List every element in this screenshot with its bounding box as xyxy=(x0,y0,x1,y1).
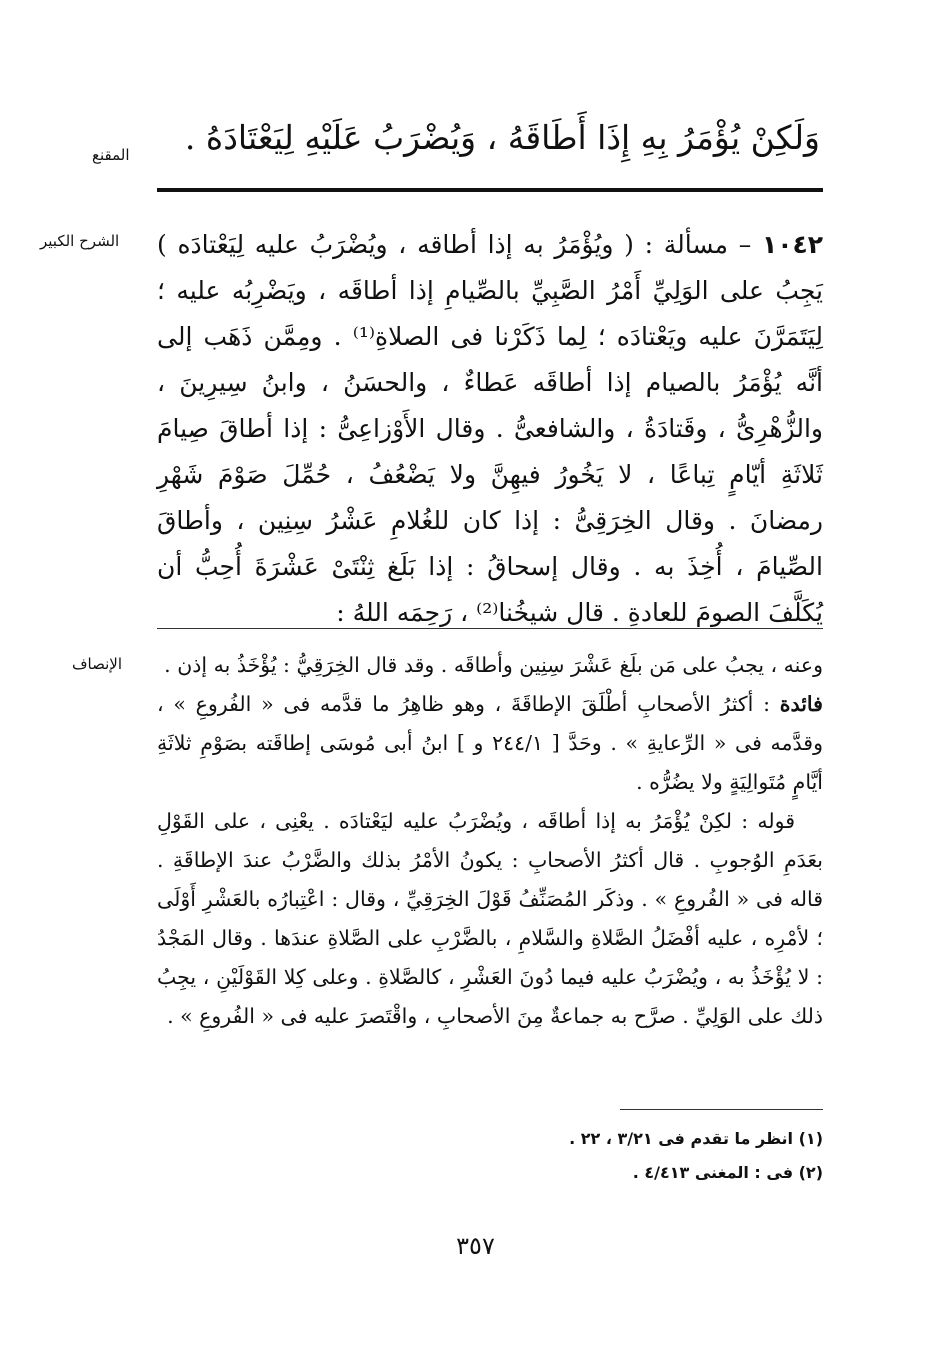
sharh-text xyxy=(157,222,823,636)
matn-text: وَلَكِنْ يُؤْمَرُ بِهِ إِذَا أَطَاقَهُ ، وَيُضْرَبُ عَلَيْهِ لِيَعْتَادَهُ . xyxy=(184,118,820,157)
insaf-text xyxy=(157,646,823,1036)
faida-label: فائدة xyxy=(779,692,823,716)
sharh-body: – مسألة : ( ويُؤْمَرُ به إذا أطاقه ، ويُضْرَبُ عليه لِيَعْتادَه ) يَجِبُ على الوَلِيِّ أَمْرُ الصَّبِيِّ بالصِّيامِ إذا أطاقَه ، ويَضْرِبُه عليه ؛ لِيَتَمَرَّنَ عليه ويَعْتادَه ؛ لِما ذَكَرْنا فى الصلاةِ⁽¹⁾ . ومِمَّن ذَهَب إلى أنَّه يُؤْمَرُ بالصيام إذا أطاقَه عَطاءٌ ، والحسَنُ ، وابنُ سِيرِينَ ، والزُّهْرِىُّ ، وقَتادَةُ ، والشافعىُّ . وقال الأَوْزاعِىُّ : إذا أطاقَ صِيامَ ثَلاثَةِ أيّامٍ تِباعًا ، لا يَخُورُ فيهِنَّ ولا يَضْعُفُ ، حُمِّلَ صَوْمَ شَهْرِ رمضانَ . وقال الخِرَقِىُّ : إذا كان للغُلامِ عَشْرُ سِنِين ، وأطاقَ الصِّيامَ ، أُخِذَ به . وقال إسحاقُ : إذا بَلَغ ثِنْتَىْ عَشْرَةَ أُحِبُّ أن يُكَلَّفَ الصومَ للعادةِ . قال شيخُنا⁽²⁾ ، رَحِمَه اللهُ : xyxy=(157,230,823,627)
thick-separator xyxy=(157,188,823,192)
side-label-sharh: الشرح الكبير xyxy=(40,232,120,250)
insaf-paragraph: قوله : لكِنْ يُؤْمَرُ به إذا أطاقَه ، ويُضْرَبُ عليه ليَعْتادَه . يعْنِى ، على القَوْلِ بعَدَمِ الوُجوبِ . قال أكثرُ الأصحابِ : يكونُ الأمْرُ بذلك والضَّرْبُ عندَ الإطاقَةِ . قاله فى « الفُروعِ » . وذكَر المُصَنِّفُ قَوْلَ الخِرَقِيِّ ، وقال : اعْتِبارُه بالعَشْرِ أَوْلَى ؛ لأمْرِه ، عليه أفْضَلُ الصَّلاةِ والسَّلامِ ، بالضَّرْبِ على الصَّلاةِ عندَها . وقال المَجْدُ : لا يُؤْخَذُ به ، ويُضْرَبُ عليه فيما دُونَ العَشْرِ ، كالصَّلاةِ . وعلى كِلا القَوْلَيْنِ ، يجِبُ ذلك على الوَلِيِّ . صرَّح به جماعةٌ مِنَ الأصحابِ ، واقْتَصرَ عليه فى « الفُروعِ » . xyxy=(157,809,823,1028)
page-number: ٣٥٧ xyxy=(456,1232,495,1260)
side-label-insaf: الإنصاف xyxy=(72,655,123,673)
side-label-muqni: المقنع xyxy=(92,146,130,164)
faida-paragraph xyxy=(157,685,823,802)
masala-number: ١٠٤٢ xyxy=(761,230,823,259)
insaf-line-1: وعنه ، يجبُ على مَن بلَغ عَشْرَ سِنِين وأطاقَه . وقد قال الخِرَقِيُّ : يُؤْخَذُ به إذن . xyxy=(164,653,823,677)
footnote-separator xyxy=(620,1109,823,1110)
faida-text: : أكثرُ الأصحابِ أطْلَقَ الإطاقَةَ ، وهو ظاهِرُ ما قدَّمه فى « الفُروعِ » ، وقدَّمه فى « الرِّعايةِ » . وحَدَّ [ ٢٤٤/١ و ] ابنُ أبى مُوسَى إطاقَته بصَوْمِ ثلاثَةِ أيَّامٍ مُتَوالِيَةٍ ولا يضُرُّه . xyxy=(157,692,823,794)
thin-separator xyxy=(157,628,823,629)
footnote-2: (٢) فى : المغنى ٤/٤١٣ . xyxy=(632,1163,823,1182)
footnote-1: (١) انظر ما تقدم فى ٣/٢١ ، ٢٢ . xyxy=(569,1129,823,1148)
footnotes xyxy=(300,1122,823,1190)
